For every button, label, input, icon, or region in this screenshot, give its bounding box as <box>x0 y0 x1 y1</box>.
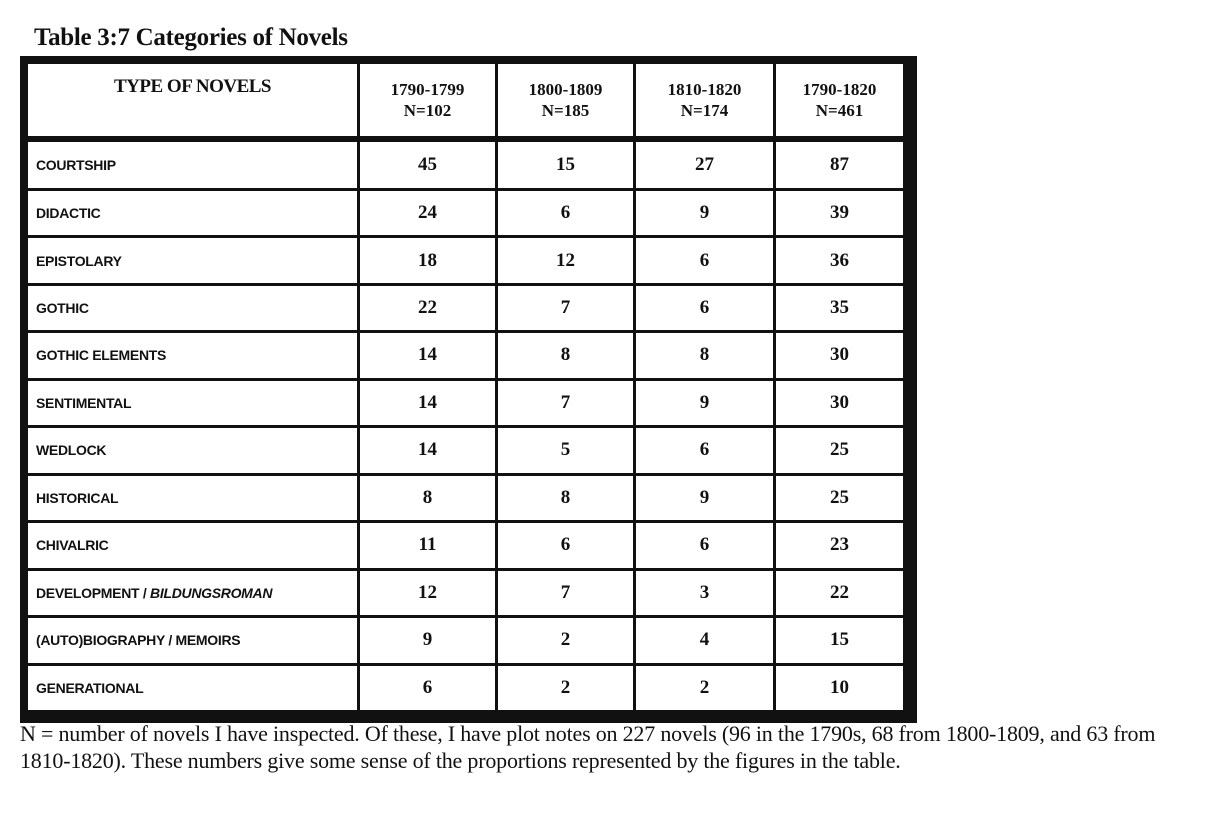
category-label: HISTORICAL <box>36 489 119 506</box>
value-cell: 6 <box>635 237 775 284</box>
value-cell: 30 <box>775 379 905 426</box>
table-row <box>27 569 905 616</box>
table-row <box>27 522 905 569</box>
category-cell <box>27 139 359 189</box>
value-cell: 5 <box>497 427 635 474</box>
value-cell: 6 <box>497 522 635 569</box>
table-row <box>27 189 905 236</box>
category-cell <box>27 189 359 236</box>
category-cell <box>27 237 359 284</box>
value-cell: 39 <box>775 189 905 236</box>
category-label: DEVELOPMENT / <box>36 584 151 601</box>
value-cell: 45 <box>359 139 497 189</box>
value-cell: 9 <box>359 617 497 664</box>
value-cell: 12 <box>359 569 497 616</box>
category-label: GENERATIONAL <box>36 679 144 696</box>
category-label: (AUTO)BIOGRAPHY / MEMOIRS <box>36 632 241 649</box>
table-row <box>27 664 905 712</box>
category-cell <box>27 379 359 426</box>
table-row <box>27 139 905 189</box>
value-cell: 87 <box>775 139 905 189</box>
category-label: GOTHIC ELEMENTS <box>36 347 167 364</box>
value-cell: 2 <box>497 617 635 664</box>
table-title: Table 3:7 Categories of Novels <box>34 24 348 51</box>
column-header-count: N=102 <box>403 101 452 120</box>
column-header-1810-1820 <box>635 63 775 140</box>
value-cell: 18 <box>359 237 497 284</box>
value-cell: 8 <box>497 332 635 379</box>
category-cell <box>27 474 359 521</box>
category-cell <box>27 617 359 664</box>
category-cell <box>27 522 359 569</box>
category-cell <box>27 664 359 712</box>
category-cell <box>27 427 359 474</box>
table-row <box>27 237 905 284</box>
table-row <box>27 284 905 331</box>
value-cell: 27 <box>635 139 775 189</box>
value-cell: 8 <box>497 474 635 521</box>
value-cell: 10 <box>775 664 905 712</box>
value-cell: 25 <box>775 474 905 521</box>
table-row <box>27 474 905 521</box>
table-row <box>27 379 905 426</box>
category-label: DIDACTIC <box>36 205 101 222</box>
value-cell: 25 <box>775 427 905 474</box>
table-row <box>27 617 905 664</box>
value-cell: 6 <box>635 284 775 331</box>
table-footnote: N = number of novels I have inspected. Of these, I have plot notes on 227 novels (96 in the 1790s, 68 from 1800-1809, and 63 from 1810-1820). These numbers give some sense of the proportions represented by the figures in the table. <box>20 721 1156 773</box>
value-cell: 8 <box>635 332 775 379</box>
category-label-italic: BILDUNGSROMAN <box>150 584 273 601</box>
value-cell: 7 <box>497 379 635 426</box>
value-cell: 6 <box>359 664 497 712</box>
value-cell: 7 <box>497 284 635 331</box>
value-cell: 6 <box>635 522 775 569</box>
value-cell: 3 <box>635 569 775 616</box>
novel-categories-table <box>20 56 917 723</box>
category-label: EPISTOLARY <box>36 252 122 269</box>
value-cell: 22 <box>775 569 905 616</box>
category-label: SENTIMENTAL <box>36 394 132 411</box>
value-cell: 8 <box>359 474 497 521</box>
value-cell: 9 <box>635 474 775 521</box>
column-header-label: TYPE OF NOVELS <box>114 76 271 97</box>
value-cell: 6 <box>497 189 635 236</box>
category-label: CHIVALRIC <box>36 537 109 554</box>
value-cell: 14 <box>359 379 497 426</box>
value-cell: 7 <box>497 569 635 616</box>
value-cell: 15 <box>497 139 635 189</box>
category-label: GOTHIC <box>36 299 89 316</box>
column-header-period: 1800-1809 <box>528 80 603 99</box>
table-header-row <box>27 63 905 140</box>
value-cell: 11 <box>359 522 497 569</box>
value-cell: 24 <box>359 189 497 236</box>
column-header-count: N=185 <box>541 101 590 120</box>
table-row <box>27 332 905 379</box>
value-cell: 35 <box>775 284 905 331</box>
table-row <box>27 427 905 474</box>
category-label: WEDLOCK <box>36 442 107 459</box>
value-cell: 6 <box>635 427 775 474</box>
value-cell: 4 <box>635 617 775 664</box>
value-cell: 2 <box>497 664 635 712</box>
column-header-period: 1790-1799 <box>390 80 465 99</box>
value-cell: 36 <box>775 237 905 284</box>
value-cell: 9 <box>635 189 775 236</box>
column-header-1790-1799 <box>359 63 497 140</box>
column-header-period: 1810-1820 <box>667 80 742 99</box>
value-cell: 9 <box>635 379 775 426</box>
value-cell: 15 <box>775 617 905 664</box>
value-cell: 2 <box>635 664 775 712</box>
column-header-period: 1790-1820 <box>802 80 877 99</box>
category-cell <box>27 332 359 379</box>
value-cell: 22 <box>359 284 497 331</box>
column-header-type <box>27 63 359 140</box>
column-header-1790-1820 <box>775 63 905 140</box>
column-header-count: N=461 <box>815 101 864 120</box>
value-cell: 23 <box>775 522 905 569</box>
category-label: COURTSHIP <box>36 156 116 173</box>
column-header-1800-1809 <box>497 63 635 140</box>
value-cell: 12 <box>497 237 635 284</box>
value-cell: 14 <box>359 332 497 379</box>
value-cell: 14 <box>359 427 497 474</box>
column-header-count: N=174 <box>680 101 729 120</box>
category-cell <box>27 284 359 331</box>
category-cell <box>27 569 359 616</box>
value-cell: 30 <box>775 332 905 379</box>
